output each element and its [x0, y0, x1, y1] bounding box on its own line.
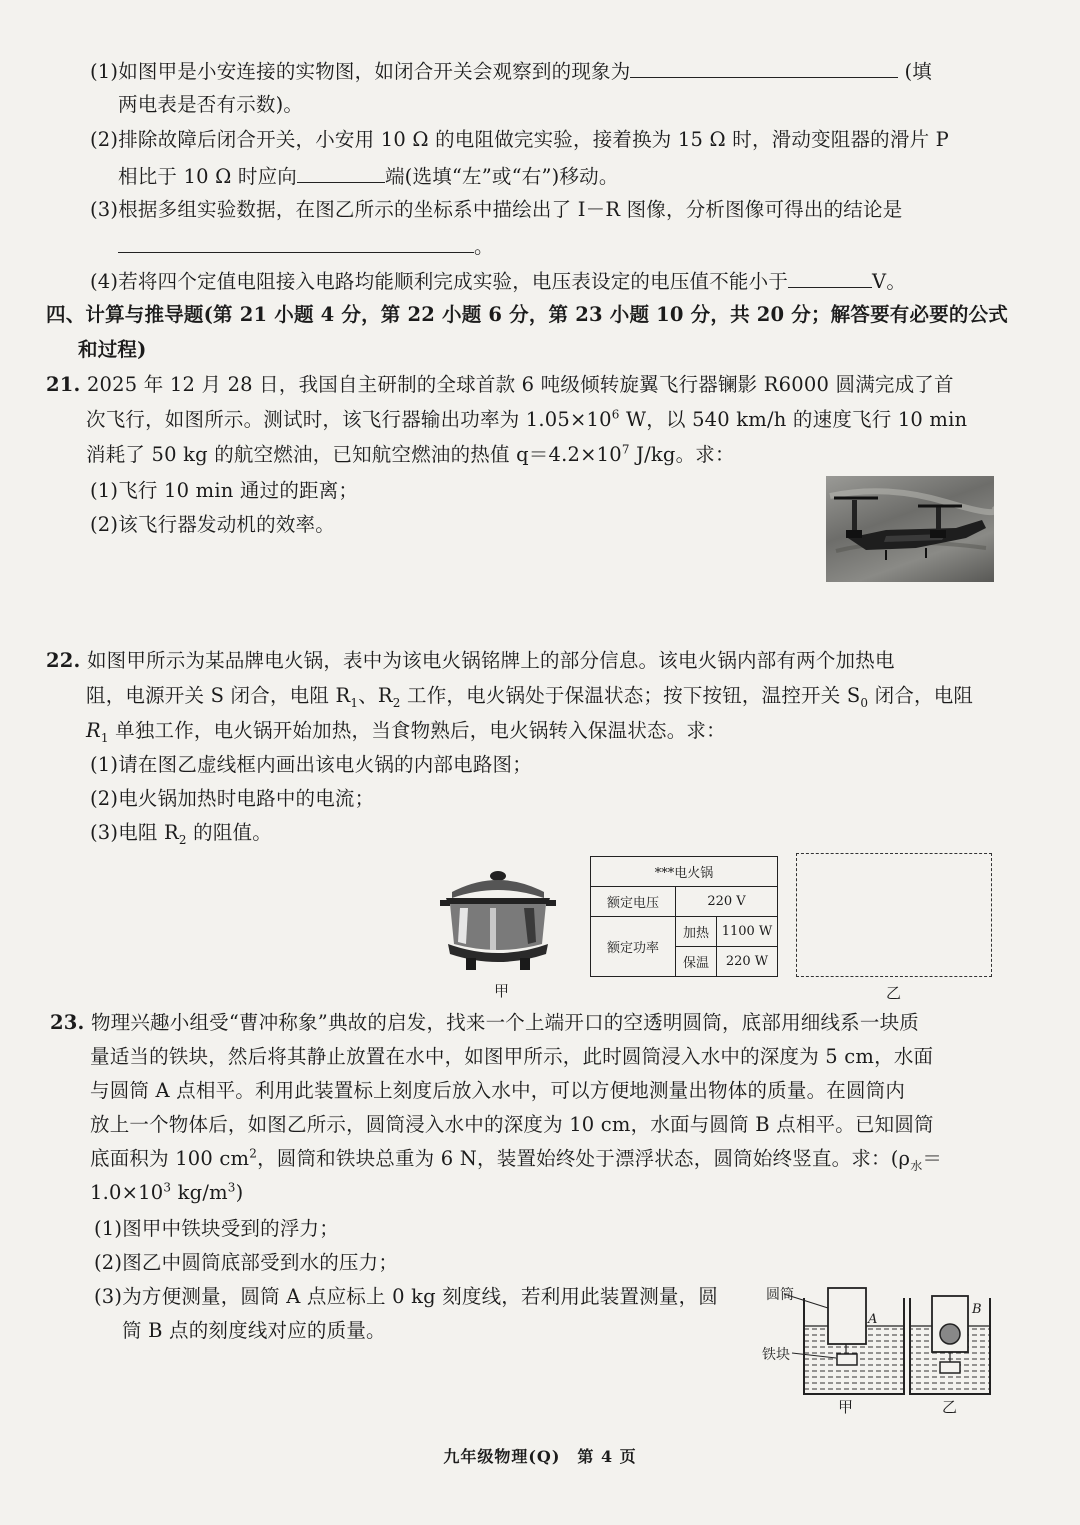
floating-cylinder-figure	[756, 1278, 1018, 1412]
section-heading-line2: 和过程)	[78, 338, 147, 361]
q22-line1	[46, 648, 895, 674]
question-number: 22.	[46, 649, 81, 672]
nameplate-table	[590, 856, 778, 977]
answer-blank[interactable]	[630, 57, 898, 78]
q22-text: 如图甲所示为某品牌电火锅，表中为该电火锅铭牌上的部分信息。该电火锅内部有两个加热电	[86, 649, 895, 672]
question-number: 21.	[46, 373, 81, 396]
q23-part2: (2)图乙中圆筒底部受到水的压力；	[94, 1251, 399, 1274]
q22-line2: 阻，电源开关 S 闭合，电阻 $R_1$、$R_2$ 工作，电火锅处于保温状态；按下按钮，温控开关 $S_0$ 闭合，电阻	[86, 684, 974, 710]
q23-line3: 与圆筒 A 点相平。利用此装置标上刻度后放入水中，可以方便地测量出物体的质量。在圆筒内	[90, 1079, 906, 1102]
answer-blank[interactable]	[118, 232, 474, 253]
figure-caption-jia: 甲	[494, 982, 510, 1000]
q20-sub4-unit: V。	[872, 270, 907, 293]
q20-sub3-period: 。	[474, 235, 494, 258]
q22-line3: $R_1$ 单独工作，电火锅开始加热，当食物熟后，电火锅转入保温状态。求：	[86, 719, 726, 745]
label-cylinder: 圆筒	[766, 1287, 794, 1303]
q20-sub3-line1: (3)根据多组实验数据，在图乙所示的坐标系中描绘出了 I－R 图像，分析图像可得出的结论是	[90, 198, 903, 221]
q21-part2: (2)该飞行器发动机的效率。	[90, 513, 335, 536]
rated-power-label: 额定功率	[591, 917, 676, 977]
q21-line1	[46, 372, 954, 398]
heat-power-value: 1100 W	[717, 917, 778, 947]
q20-sub2-line2	[118, 162, 619, 190]
nameplate-header: ***电火锅	[591, 857, 778, 887]
q20-sub4-text: (4)若将四个定值电阻接入电路均能顺利完成实验，电压表设定的电压值不能小于	[90, 270, 789, 293]
q21-text: 2025 年 12 月 28 日，我国自主研制的全球首款 6 吨级倾转旋翼飞行器镧影 R6000 圆满完成了首	[86, 373, 954, 396]
keep-warm-power-value: 220 W	[717, 947, 778, 977]
hot-pot-figure	[438, 862, 558, 974]
answer-blank[interactable]	[788, 267, 872, 288]
label-iron-block: 铁块	[762, 1347, 790, 1363]
question-number: 23.	[50, 1011, 85, 1034]
label-point-B: B	[972, 1302, 982, 1317]
q20-sub2-text: 相比于 10 Ω 时应向	[118, 165, 297, 188]
q23-part3-line1: (3)为方便测量，圆筒 A 点应标上 0 kg 刻度线，若利用此装置测量，圆	[94, 1285, 719, 1308]
q20-sub4-line	[90, 267, 906, 295]
q20-sub2-line1: (2)排除故障后闭合开关，小安用 10 Ω 的电阻做完实验，接着换为 15 Ω 时，滑动变阻器的滑片 P	[90, 128, 949, 151]
q21-part1: (1)飞行 10 min 通过的距离；	[90, 479, 359, 502]
q22-part1: (1)请在图乙虚线框内画出该电火锅的内部电路图；	[90, 753, 532, 776]
q20-sub3-line2	[118, 232, 494, 260]
q23-line5: 底面积为 100 $cm^2$，圆筒和铁块总重为 6 N，装置始终处于漂浮状态，圆筒始终竖直。求：($\rho_水=$	[90, 1146, 943, 1173]
keep-warm-label: 保温	[676, 947, 717, 977]
q22-part2: (2)电火锅加热时电路中的电流；	[90, 787, 375, 810]
figure-caption-yi: 乙	[886, 984, 902, 1002]
q23-text: 物理兴趣小组受“曹冲称象”典故的启发，找来一个上端开口的空透明圆筒，底部用细线系一块质	[90, 1011, 919, 1034]
rated-voltage-label: 额定电压	[591, 887, 676, 917]
q20-sub1-line2: 两电表是否有示数)。	[118, 93, 304, 116]
figure-caption-jia-23: 甲	[838, 1398, 854, 1416]
q21-line3: 消耗了 50 kg 的航空燃油，已知航空燃油的热值 $q=4.2\times 10^7$ J/kg。求：	[86, 442, 735, 466]
q21-line2: 次飞行，如图所示。测试时，该飞行器输出功率为 $1.05\times 10^6$ W，以 540 km/h 的速度飞行 10 min	[86, 407, 968, 431]
q20-sub1-hint: (填	[904, 60, 932, 83]
section-heading-line1: 四、计算与推导题(第 21 小题 4 分，第 22 小题 6 分，第 23 小题 10 分，共 20 分；解答要有必要的公式	[46, 303, 1008, 326]
rated-voltage-value: 220 V	[676, 887, 778, 917]
q23-line6: $1.0\times 10^3$ $kg/m^3$)	[90, 1180, 244, 1204]
heat-label: 加热	[676, 917, 717, 947]
answer-blank[interactable]	[297, 162, 385, 183]
q20-sub1-line1	[90, 57, 932, 85]
q20-sub2-tail: 端(选填“左”或“右”)移动。	[384, 165, 619, 188]
label-point-A: A	[868, 1312, 878, 1327]
q23-line4: 放上一个物体后，如图乙所示，圆筒浸入水中的深度为 10 cm，水面与圆筒 B 点相平。已知圆筒	[90, 1113, 934, 1136]
q22-part3: (3)电阻 $R_2$ 的阻值。	[90, 821, 272, 847]
q20-sub1-text: (1)如图甲是小安连接的实物图，如闭合开关会观察到的现象为	[90, 60, 631, 83]
circuit-drawing-box[interactable]	[796, 853, 992, 977]
tiltrotor-aircraft-photo	[826, 476, 994, 582]
figure-caption-yi-23: 乙	[942, 1398, 958, 1416]
page-footer: 九年级物理(Q) 第 4 页	[443, 1447, 637, 1466]
q23-line2: 量适当的铁块，然后将其静止放置在水中，如图甲所示，此时圆筒浸入水中的深度为 5 cm，水面	[90, 1045, 934, 1068]
q23-part3-line2: 筒 B 点的刻度线对应的质量。	[122, 1319, 386, 1342]
q23-line1	[50, 1010, 919, 1036]
q23-part1: (1)图甲中铁块受到的浮力；	[94, 1217, 339, 1240]
